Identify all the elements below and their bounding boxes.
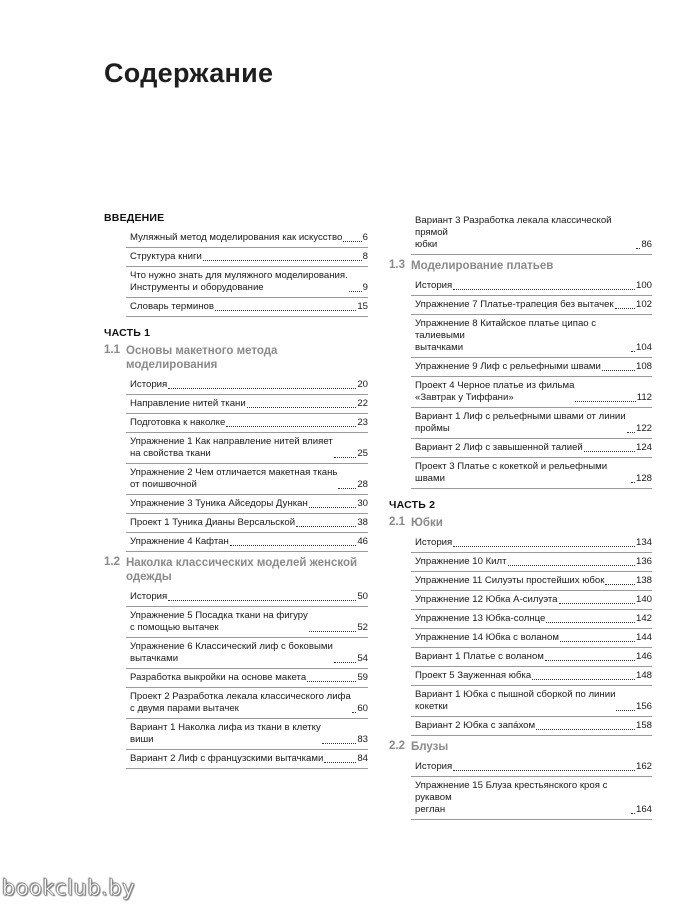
entry-list [411, 277, 652, 489]
toc-entry[interactable] [126, 248, 368, 267]
page-number: 124 [635, 442, 652, 453]
toc-entry[interactable] [126, 298, 368, 317]
toc-entry[interactable] [126, 229, 368, 248]
page-number: 28 [357, 479, 368, 490]
dot-leader [334, 661, 357, 663]
entry-title [415, 689, 615, 713]
page-number: 140 [635, 594, 652, 605]
page-number: 23 [357, 417, 368, 428]
page-number: 52 [357, 622, 368, 633]
page-number: 15 [357, 301, 368, 312]
entry-title-continuation: на свойства ткани [130, 448, 211, 459]
footer-watermark: bookclub.by [2, 876, 136, 900]
dot-leader [631, 812, 635, 814]
entry-title [130, 232, 342, 244]
chapter-number: 2.1 [389, 516, 405, 528]
entry-title-line: Проект 1 Туника Дианы Версальской [130, 517, 296, 528]
page-number: 50 [357, 591, 368, 602]
page-number: 83 [357, 734, 368, 745]
dot-leader [453, 545, 635, 547]
entry-title [415, 651, 544, 663]
page-number: 142 [635, 613, 652, 624]
page-number: 22 [357, 398, 368, 409]
entry-title-line: Упражнение 11 Силуэты простейших юбок [415, 575, 605, 586]
toc-entry[interactable] [126, 638, 368, 669]
entry-title-continuation: от поишвочной [130, 479, 197, 490]
entry-title-continuation: проймы [415, 423, 450, 434]
entry-list [126, 588, 368, 769]
dot-leader [584, 450, 635, 452]
page-number: 148 [635, 670, 652, 681]
entry-title [415, 318, 630, 354]
dot-leader [226, 425, 356, 427]
dot-leader [334, 456, 357, 458]
dot-leader [352, 711, 357, 713]
dot-leader [605, 583, 635, 585]
page-number: 146 [635, 651, 652, 662]
entry-title [415, 361, 601, 373]
entry-title-line: История [415, 280, 453, 291]
entry-title-continuation: вытачками [130, 653, 179, 664]
entry-title [415, 594, 558, 606]
toc-section [104, 327, 368, 769]
page-title: Содержание [104, 58, 274, 88]
dot-leader [631, 481, 635, 483]
chapter-heading [104, 556, 368, 584]
entry-title [415, 299, 614, 311]
chapter-heading [104, 344, 368, 372]
entry-title [130, 722, 321, 746]
chapter-number: 1.3 [389, 259, 405, 271]
chapter-title: Блузы [411, 741, 449, 753]
dot-leader [230, 544, 357, 546]
entry-title [130, 672, 306, 684]
page-number: 9 [362, 282, 368, 293]
part-title: ЧАСТЬ 2 [389, 499, 436, 511]
chapter-number: 1.2 [104, 556, 120, 568]
toc-section [104, 212, 368, 317]
entry-title-line: Упражнение 8 Китайское платье ципао с талиевыми [415, 318, 597, 341]
dot-leader [536, 728, 635, 730]
entry-title-line: Вариант 1 Платье с воланом [415, 651, 544, 662]
entry-title [415, 670, 531, 682]
entry-title-line: Упражнение 15 Блуза крестьянского кроя с рукавом [415, 780, 608, 803]
entry-title [130, 467, 337, 491]
toc-entry[interactable] [126, 395, 368, 414]
entry-title-line: История [415, 537, 453, 548]
dot-leader [307, 680, 356, 682]
toc-entry[interactable] [411, 377, 652, 408]
toc-entry[interactable] [411, 315, 652, 358]
entry-title-line: Упражнение 9 Лиф с рельефными швами [415, 361, 601, 372]
entry-title-line: История [130, 379, 168, 390]
entry-title-continuation: реглан [415, 804, 446, 815]
toc-entry[interactable] [126, 719, 368, 750]
dot-leader [338, 487, 356, 489]
page-number: 122 [635, 423, 652, 434]
dot-leader [546, 621, 635, 623]
entry-title-line: Вариант 2 Лиф с завышенной талией [415, 442, 583, 453]
entry-title-continuation: Инструменты и оборудование [130, 282, 264, 293]
entry-title [415, 720, 535, 732]
toc-entry[interactable] [411, 277, 652, 296]
toc-entry[interactable] [411, 758, 652, 777]
entry-title-line: Муляжный метод моделирования как искусство [130, 232, 343, 243]
page-number: 164 [635, 804, 652, 815]
toc-entry[interactable] [411, 629, 652, 648]
entry-title-continuation: «Завтрак у Тиффани» [415, 392, 514, 403]
entry-title [415, 215, 635, 251]
entry-title-line: Проект 4 Черное платье из фильма [415, 380, 575, 391]
page-number: 59 [357, 672, 368, 683]
entry-title-line: Вариант 1 Лиф с рельефными швами от линии [415, 411, 626, 422]
entry-title [130, 517, 295, 529]
entry-title-line: Структура книги [130, 251, 202, 262]
entry-title-line: Разработка выкройки на основе макета [130, 672, 307, 683]
dot-leader [636, 247, 640, 249]
page-number: 112 [636, 392, 652, 403]
dot-leader [215, 309, 356, 311]
toc-entry[interactable] [411, 717, 652, 736]
toc-entry[interactable] [411, 408, 652, 439]
toc-entry[interactable] [126, 376, 368, 395]
toc-entry[interactable] [411, 458, 652, 489]
entry-title-line: Упражнение 1 Как направление нитей влияет [130, 436, 333, 447]
entry-title [130, 498, 308, 510]
toc-entry[interactable] [411, 534, 652, 553]
toc-entry[interactable] [126, 669, 368, 688]
entry-title-line: Упражнение 12 Юбка А-силуэта [415, 594, 558, 605]
page-number: 86 [641, 239, 652, 250]
entry-title-line: Вариант 1 Наколка лифа из ткани в клетку [130, 722, 321, 733]
entry-title [415, 537, 452, 549]
page-number: 54 [357, 653, 368, 664]
toc-entry[interactable] [126, 464, 368, 495]
entry-title [415, 780, 630, 816]
toc-entry[interactable] [411, 439, 652, 458]
toc-entry[interactable] [411, 591, 652, 610]
page-number: 38 [357, 517, 368, 528]
entry-title-line: Направление нитей ткани [130, 398, 246, 409]
chapter-title: Наколка классических моделей женской одежды [126, 557, 358, 583]
chapter-title: Моделирование платьев [411, 260, 554, 272]
page-number: 158 [635, 720, 652, 731]
toc-entry[interactable] [126, 607, 368, 638]
entry-title-line: Проект 3 Платье с кокеткой и рельефными швами [415, 461, 608, 484]
toc-entry[interactable] [126, 588, 368, 607]
dot-leader [296, 525, 356, 527]
dot-leader [168, 599, 356, 601]
toc-entry[interactable] [411, 777, 652, 820]
page-number: 6 [362, 232, 368, 243]
toc-entry[interactable] [411, 648, 652, 667]
dot-leader [453, 769, 635, 771]
page-number: 128 [635, 473, 652, 484]
entry-title [130, 610, 308, 634]
entry-list [126, 229, 368, 317]
chapter-number: 1.1 [104, 344, 120, 356]
toc-entry[interactable] [126, 414, 368, 433]
dot-leader [324, 761, 356, 763]
dot-leader [602, 369, 635, 371]
entry-title-continuation: кокетки [415, 701, 448, 712]
toc-entry[interactable] [411, 610, 652, 629]
dot-leader [615, 307, 635, 309]
entry-list [411, 534, 652, 736]
toc-entry[interactable] [411, 553, 652, 572]
page-number: 8 [362, 251, 368, 262]
chapter-number: 2.2 [389, 740, 405, 752]
entry-title-line: История [130, 591, 168, 602]
page-number: 60 [357, 703, 368, 714]
entry-title [130, 417, 225, 429]
entry-title-line: Вариант 2 Юбка с запа́хом [415, 720, 536, 731]
toc-right-column [389, 212, 652, 830]
entry-title-line: Упражнение 3 Туника Айседоры Дункан [130, 498, 308, 509]
toc-section [389, 212, 652, 489]
toc-entry[interactable] [411, 667, 652, 686]
entry-title-line: Упражнение 10 Килт [415, 556, 507, 567]
page-number: 144 [635, 632, 652, 643]
entry-title-continuation: с двумя парами вытачек [130, 703, 239, 714]
dot-leader [247, 406, 357, 408]
toc-entry[interactable] [126, 514, 368, 533]
chapter-heading [389, 740, 652, 754]
entry-title [415, 461, 630, 485]
page-number: 134 [635, 537, 652, 548]
dot-leader [575, 400, 635, 402]
page-number: 84 [357, 753, 368, 764]
dot-leader [627, 431, 635, 433]
entry-title [415, 280, 452, 292]
entry-title [130, 270, 348, 294]
entry-title-continuation: с помощью вытачек [130, 622, 219, 633]
page-number: 104 [635, 342, 652, 353]
toc-entry[interactable] [126, 688, 368, 719]
entry-title [130, 251, 202, 263]
entry-title [130, 591, 167, 603]
toc-entry[interactable] [126, 267, 368, 298]
page-number: 162 [635, 761, 652, 772]
dot-leader [343, 240, 361, 242]
part-title: ЧАСТЬ 1 [104, 327, 151, 339]
entry-title [415, 761, 452, 773]
toc-entry[interactable] [126, 533, 368, 552]
entry-title [415, 575, 604, 587]
entry-title-continuation: юбки [415, 239, 438, 250]
entry-title [415, 411, 626, 435]
dot-leader [545, 659, 635, 661]
toc-entry[interactable] [411, 686, 652, 717]
page-number: 108 [635, 361, 652, 372]
dot-leader [168, 387, 356, 389]
dot-leader [322, 742, 357, 744]
dot-leader [631, 350, 635, 352]
toc-entry[interactable] [126, 750, 368, 769]
page-number: 136 [635, 556, 652, 567]
entry-list [411, 212, 652, 255]
dot-leader [532, 678, 635, 680]
page-number: 100 [635, 280, 652, 291]
entry-title-line: Упражнение 14 Юбка с воланом [415, 632, 559, 643]
entry-title-line: Упражнение 13 Юбка-солнце [415, 613, 546, 624]
entry-title-line: Что нужно знать для муляжного моделирования. [130, 270, 348, 281]
dot-leader [349, 290, 362, 292]
toc-entry[interactable] [126, 433, 368, 464]
entry-title-continuation: вытачками [415, 342, 464, 353]
entry-title-line: Упражнение 6 Классический лиф с боковыми [130, 641, 333, 652]
page-number: 156 [635, 701, 652, 712]
entry-title [415, 442, 583, 454]
entry-title [130, 379, 167, 391]
dot-leader [453, 288, 635, 290]
entry-title-line: Упражнение 4 Кафтан [130, 536, 229, 547]
entry-title [130, 436, 333, 460]
entry-title-line: Вариант 2 Лиф с французскими вытачками [130, 753, 324, 764]
entry-list [411, 758, 652, 820]
entry-title-line: История [415, 761, 453, 772]
dot-leader [560, 640, 635, 642]
toc-entry[interactable] [411, 572, 652, 591]
toc-entry[interactable] [126, 495, 368, 514]
entry-title [415, 380, 574, 404]
dot-leader [616, 709, 635, 711]
entry-title-line: Упражнение 7 Платье-трапеция без вытачек [415, 299, 614, 310]
entry-title [415, 556, 507, 568]
toc-left-column [104, 212, 368, 779]
entry-title [415, 632, 559, 644]
dot-leader [508, 564, 635, 566]
entry-title-line: Проект 5 Зауженная юбка [415, 670, 532, 681]
chapter-heading [389, 516, 652, 530]
part-title: ВВЕДЕНИЕ [104, 212, 165, 224]
entry-title [130, 691, 351, 715]
chapter-heading [389, 259, 652, 273]
dot-leader [203, 259, 362, 261]
entry-title-line: Проект 2 Разработка лекала классического лифа [130, 691, 351, 702]
dot-leader [309, 506, 357, 508]
page-number: 30 [357, 498, 368, 509]
entry-title-line: Вариант 1 Юбка с пышной сборкой по линии [415, 689, 616, 700]
page-number: 102 [635, 299, 652, 310]
toc-entry[interactable] [411, 212, 652, 255]
entry-title [130, 753, 323, 765]
page-number: 138 [635, 575, 652, 586]
entry-title [415, 613, 545, 625]
page-number: 46 [357, 536, 368, 547]
toc-section [389, 499, 652, 820]
entry-title [130, 301, 214, 313]
chapter-title: Юбки [411, 517, 443, 529]
dot-leader [309, 630, 356, 632]
entry-title [130, 536, 229, 548]
page-number: 25 [357, 448, 368, 459]
chapter-title: Основы макетного метода моделирования [126, 345, 278, 371]
page-number: 20 [357, 379, 368, 390]
entry-title-continuation: виши [130, 734, 154, 745]
entry-title [130, 398, 246, 410]
entry-title-line: Вариант 3 Разработка лекала классической прямой [415, 215, 612, 238]
dot-leader [559, 602, 635, 604]
entry-title-line: Словарь терминов [130, 301, 214, 312]
toc-entry[interactable] [411, 358, 652, 377]
entry-title-line: Подготовка к наколке [130, 417, 226, 428]
entry-list [126, 376, 368, 552]
toc-entry[interactable] [411, 296, 652, 315]
entry-title [130, 641, 333, 665]
entry-title-line: Упражнение 5 Посадка ткани на фигуру [130, 610, 308, 621]
entry-title-line: Упражнение 2 Чем отличается макетная ткань [130, 467, 338, 478]
